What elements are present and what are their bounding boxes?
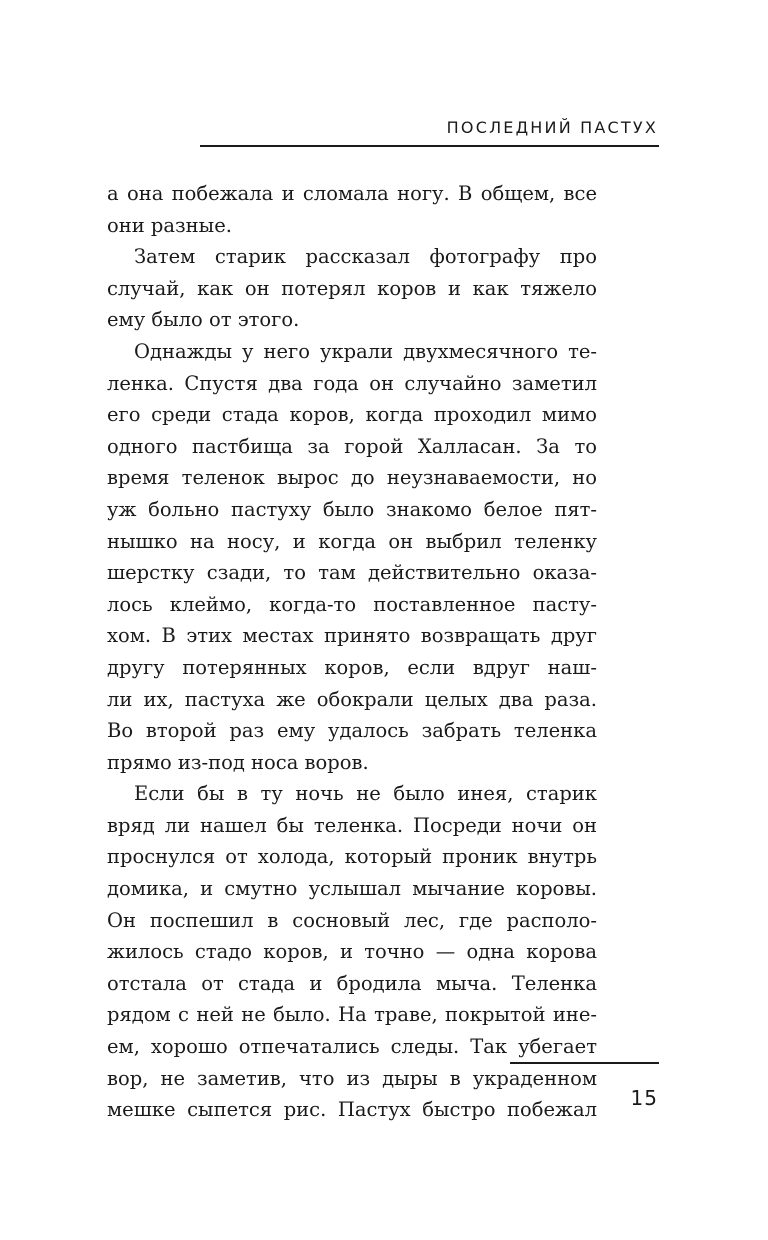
text-line: лось клеймо, когда-то поставленное пасту- <box>107 592 597 616</box>
body-text <box>107 178 597 1126</box>
text-line: Затем старик рассказал фотографу про <box>134 245 597 269</box>
text-line: вор, не заметив, что из дыры в украденном <box>107 1066 597 1090</box>
header-rule <box>200 145 659 147</box>
text-line: время теленок вырос до неузнаваемости, но <box>107 466 597 490</box>
text-line: одного пастбища за горой Халласан. За то <box>107 434 597 458</box>
text-line: ли их, пастуха же обокрали целых два раза. <box>107 687 597 711</box>
text-line: они разные. <box>107 213 232 237</box>
text-line: жилось стадо коров, и точно — одна корова <box>107 940 597 964</box>
text-line: нышко на носу, и когда он выбрил теленку <box>107 529 597 553</box>
text-line: мешке сыпется рис. Пастух быстро побежал <box>107 1098 597 1122</box>
text-line: Однажды у него украли двухмесячного те- <box>134 339 597 363</box>
page-number: 15 <box>630 1086 658 1110</box>
text-line: проснулся от холода, который проник внутрь <box>107 845 597 869</box>
text-line: Во второй раз ему удалось забрать теленка <box>107 719 597 743</box>
text-line: вряд ли нашел бы теленка. Посреди ночи он <box>107 813 597 837</box>
text-line: ем, хорошо отпечатались следы. Так убегает <box>107 1035 597 1059</box>
text-line: шерстку сзади, то там действительно оказа- <box>107 561 597 585</box>
text-line: рядом с ней не было. На траве, покрытой ине- <box>107 1003 597 1027</box>
text-line: Если бы в ту ночь не было инея, старик <box>134 782 597 806</box>
text-line: ленка. Спустя два года он случайно заметил <box>107 371 597 395</box>
text-line: ему было от этого. <box>107 308 300 332</box>
text-line: Он поспешил в сосновый лес, где располо- <box>107 908 597 932</box>
text-line: хом. В этих местах принято возвращать друг <box>107 624 597 648</box>
text-line: его среди стада коров, когда проходил мимо <box>107 403 597 427</box>
text-line: домика, и смутно услышал мычание коровы. <box>107 877 597 901</box>
text-line: случай, как он потерял коров и как тяжело <box>107 276 597 300</box>
text-line: а она побежала и сломала ногу. В общем, все <box>107 182 597 205</box>
text-line: прямо из-под носа воров. <box>107 750 369 774</box>
footer-rule <box>510 1062 659 1064</box>
text-line: уж больно пастуху было знакомо белое пят- <box>107 497 597 521</box>
text-line: другу потерянных коров, если вдруг наш- <box>107 655 597 679</box>
running-head: ПОСЛЕДНИЙ ПАСТУХ <box>446 118 658 137</box>
text-line: отстала от стада и бродила мыча. Теленка <box>107 971 597 995</box>
